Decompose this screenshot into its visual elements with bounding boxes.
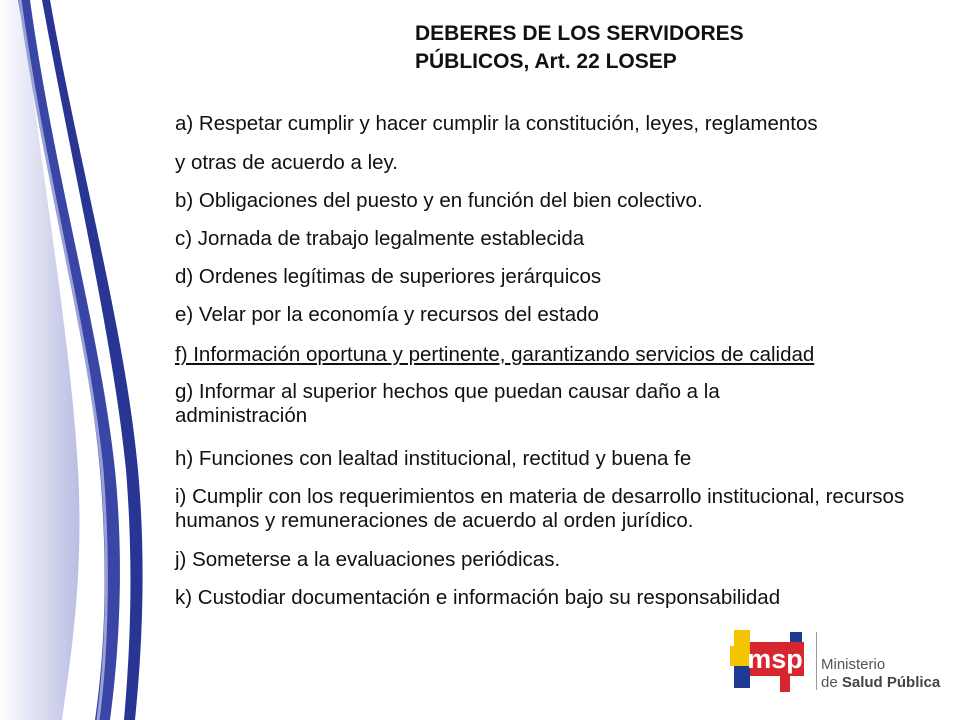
- duty-item-a-continuation: y otras de acuerdo a ley.: [175, 151, 398, 174]
- logo-divider: [816, 632, 817, 690]
- title-line-1: DEBERES DE LOS SERVIDORES: [415, 22, 744, 45]
- logo-line-2-prefix: de: [821, 674, 842, 691]
- duty-item-k: k) Custodiar documentación e información bajo su responsabilidad: [175, 586, 781, 609]
- msp-emblem-icon: [728, 620, 808, 700]
- duty-item-f: f) Información oportuna y pertinente, garantizando servicios de calidad: [175, 343, 815, 366]
- logo-line-2-bold: Salud Pública: [841, 674, 941, 691]
- duty-item-j: j) Someterse a la evaluaciones periódicas.: [175, 548, 561, 571]
- duty-item-d: d) Ordenes legítimas de superiores jerárquicos: [175, 265, 602, 288]
- decorative-swoosh: [0, 0, 170, 720]
- duty-item-b: b) Obligaciones del puesto y en función del bien colectivo.: [175, 189, 703, 212]
- duty-item-c: c) Jornada de trabajo legalmente establecida: [175, 227, 585, 250]
- logo-emblem-text: msp: [747, 644, 803, 674]
- ministerio-salud-logo: [728, 620, 943, 705]
- duty-item-g: g) Informar al superior hechos que puedan causar daño a la administración: [175, 380, 720, 427]
- duty-item-h: h) Funciones con lealtad institucional, rectitud y buena fe: [175, 447, 692, 470]
- duty-item-a: a) Respetar cumplir y hacer cumplir la constitución, leyes, reglamentos: [175, 112, 818, 135]
- logo-line-2: [821, 674, 940, 691]
- title-line-2: PÚBLICOS, Art. 22 LOSEP: [415, 50, 677, 73]
- logo-line-1: Ministerio: [821, 656, 886, 673]
- page-title: [415, 20, 935, 76]
- duty-item-i: i) Cumplir con los requerimientos en materia de desarrollo institucional, recursos humanos y remuneraciones de acuerdo al orden jurídico.: [175, 485, 905, 532]
- duty-item-e: e) Velar por la economía y recursos del estado: [175, 303, 599, 326]
